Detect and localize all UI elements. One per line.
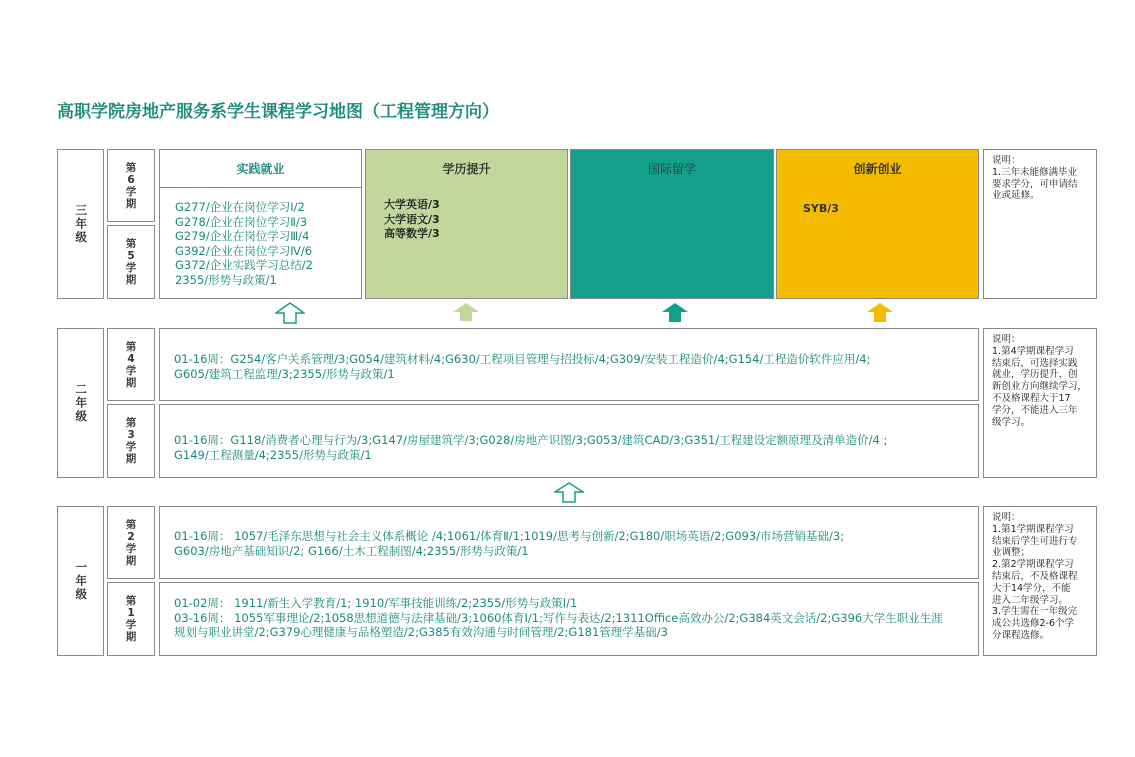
international-panel-header — [571, 150, 773, 187]
semester-5-label: 第 5 学 期 — [125, 238, 137, 286]
page-title: 高职学院房地产服务系学生课程学习地图（工程管理方向） — [57, 102, 499, 122]
year-3-label: 三年级 — [74, 203, 89, 245]
academic-panel — [365, 149, 568, 299]
semester-2-courses: 01-16周： 1057/毛泽东思想与社会主义体系概论 /4;1061/体育Ⅱ/1;1019/思考与创新/2;G180/职场英语/2;G093/市场营销基础/3; G603/房地产基础知识/2; G166/土木工程制图/4;2355/形势与政策/1 — [174, 529, 845, 558]
semester-4-cell — [107, 328, 155, 401]
semester-6-label: 第 6 学 期 — [125, 161, 137, 210]
semester-3-cell — [107, 404, 155, 478]
year-1-label-cell — [57, 506, 104, 656]
practice-course-list: G277/企业在岗位学习Ⅰ/2 G278/企业在岗位学习Ⅱ/3 G279/企业在岗位学习Ⅲ/4 G392/企业在岗位学习Ⅳ/6 G372/企业实践学习总结/2 2355/形势与政策/1 — [175, 200, 313, 287]
entrepreneur-course-list: SYB/3 — [803, 202, 839, 215]
entrepreneur-up-arrow-icon — [866, 302, 894, 323]
semester-5-cell — [107, 225, 155, 299]
entrepreneur-panel — [776, 149, 979, 299]
year-1-note: 说明： 1.第1学期课程学习 结束后学生可进行专 业调整； 2.第2学期课程学习 结束后，不及格课程 大于14学分，不能 进入二年级学习。 3.学生需在一年级完 成公共选修2-6个学 分课程选修。 — [983, 506, 1097, 656]
academic-course-list: 大学英语/3 大学语文/3 高等数学/3 — [384, 198, 440, 240]
practice-panel-header — [160, 150, 361, 188]
semester-3-courses: 01-16周：G118/消费者心理与行为/3;G147/房屋建筑学/3;G028/房地产识图/3;G053/建筑CAD/3;G351/工程建设定额原理及清单造价/4 ; G149/工程测量/4;2355/形势与政策/1 — [174, 433, 888, 462]
semester-1-cell — [107, 582, 155, 656]
practice-panel — [159, 149, 362, 299]
year-2-label-cell — [57, 328, 104, 478]
semester-2-label: 第 2 学 期 — [125, 518, 137, 567]
semester-2-cell — [107, 506, 155, 579]
entrepreneur-panel-title: 创新创业 — [853, 162, 902, 176]
year1-to-year2-up-arrow-icon — [554, 482, 584, 503]
semester-4-courses-cell — [159, 328, 979, 401]
semester-3-label: 第 3 学 期 — [125, 417, 137, 465]
entrepreneur-panel-header — [777, 150, 978, 187]
year-1-label: 一年级 — [74, 560, 89, 602]
semester-4-courses: 01-16周：G254/客户关系管理/3;G054/建筑材料/4;G630/工程项目管理与招投标/4;G309/安装工程造价/4;G154/工程造价软件应用/4; G605/建筑工程监理/3;2355/形势与政策/1 — [174, 352, 871, 381]
international-panel-title: 国际留学 — [647, 162, 696, 176]
practice-up-arrow-icon — [275, 302, 305, 324]
semester-6-cell — [107, 149, 155, 222]
year-3-label-cell — [57, 149, 104, 299]
semester-3-courses-cell — [159, 404, 979, 478]
semester-4-label: 第 4 学 期 — [125, 340, 137, 389]
year-3-note: 说明： 1.三年未能修满毕业 要求学分，可申请结 业或延修。 — [983, 149, 1097, 299]
year-2-note: 说明： 1.第4学期课程学习 结束后，可选择实践 就业，学历提升，创 新创业方向继续学习， 不及格课程大于17 学分，不能进入三年 级学习。 — [983, 328, 1097, 478]
international-panel — [570, 149, 774, 299]
academic-up-arrow-icon — [452, 302, 480, 322]
semester-2-courses-cell — [159, 506, 979, 579]
semester-1-courses: 01-02周： 1911/新生入学教育/1; 1910/军事技能训练/2;2355/形势与政策Ⅰ/1 03-16周： 1055军事理论/2;1058思想道德与法律基础/3;1060体育Ⅰ/1;写作与表达/2;1311Office高效办公/2;G384英文会话/2;G396大学生职业生涯 规划与职业讲堂/2;G379心理健康与品格塑造/2;G385有效沟通与时间管理/2;G181管理学基础/3 — [174, 596, 943, 639]
academic-panel-title: 学历提升 — [442, 162, 491, 176]
semester-1-courses-cell — [159, 582, 979, 656]
academic-panel-header — [366, 150, 567, 187]
practice-panel-title: 实践就业 — [236, 162, 285, 176]
year-2-label: 二年级 — [74, 382, 89, 424]
international-up-arrow-icon — [661, 302, 689, 323]
semester-1-label: 第 1 学 期 — [125, 595, 137, 643]
